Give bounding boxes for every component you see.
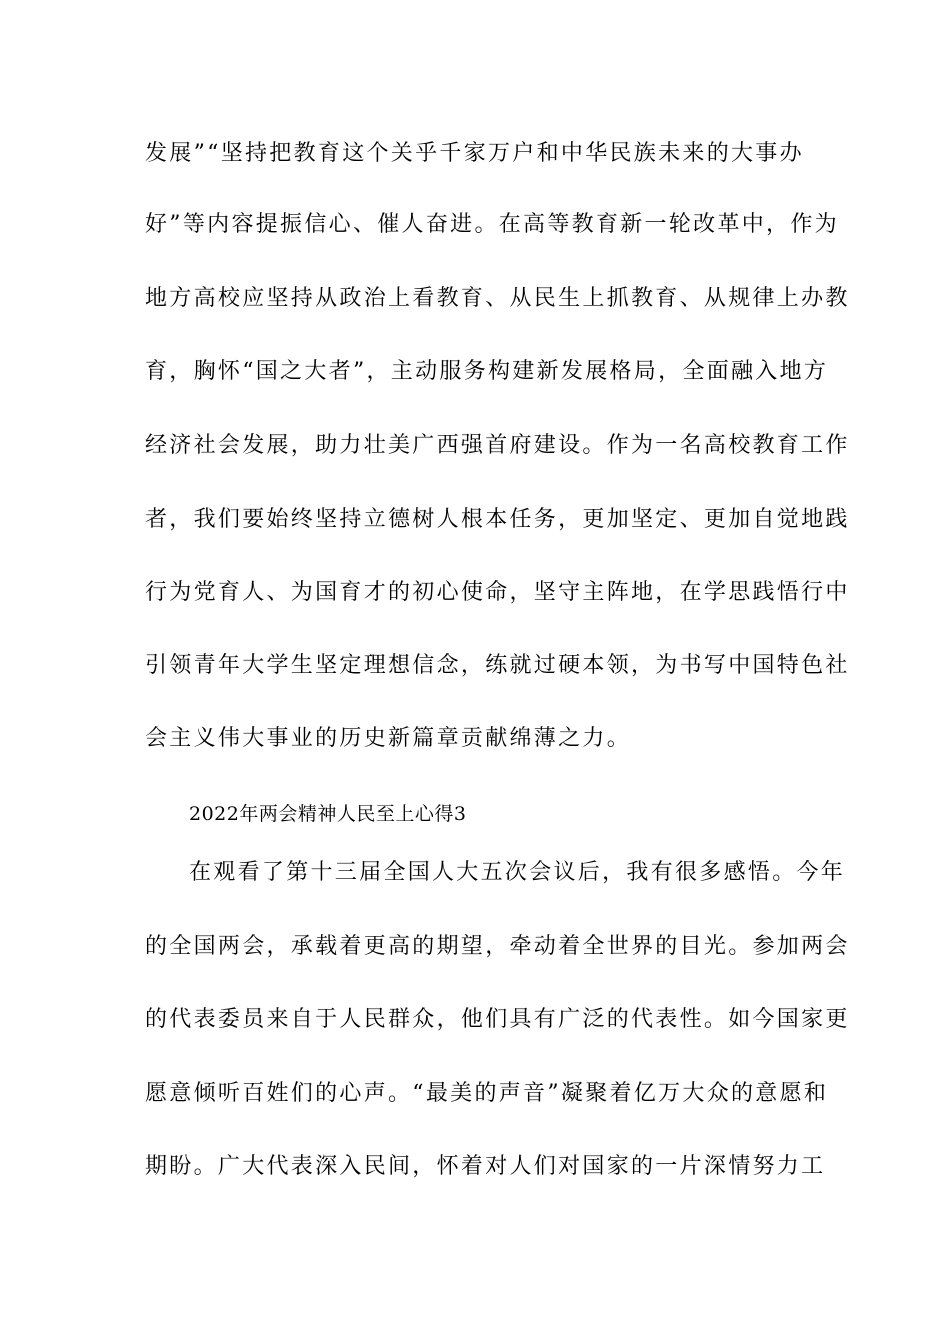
paragraph-line: 者，我们要始终坚持立德树人根本任务，更加坚定、更加自觉地践: [145, 507, 850, 532]
paragraph-line: 育，胸怀“国之大者”，主动服务构建新发展格局，全面融入地方: [145, 359, 829, 384]
paragraph-line: 经济社会发展，助力壮美广西强首府建设。作为一名高校教育工作: [145, 433, 850, 458]
paragraph-line: 的代表委员来自于人民群众，他们具有广泛的代表性。如今国家更: [145, 1007, 850, 1032]
paragraph-line: 好”等内容提振信心、催人奋进。在高等教育新一轮改革中，作为: [145, 212, 839, 237]
paragraph-line: 愿意倾听百姓们的心声。“最美的声音”凝聚着亿万大众的意愿和: [145, 1081, 829, 1106]
paragraph-line: 在观看了第十三届全国人大五次会议后，我有很多感悟。今年: [189, 860, 846, 885]
paragraph-line: 期盼。广大代表深入民间，怀着对人们对国家的一片深情努力工: [145, 1154, 826, 1179]
paragraph-line: 地方高校应坚持从政治上看教育、从民生上抓教育、从规律上办教: [145, 286, 850, 311]
paragraph-line: 引领青年大学生坚定理想信念，练就过硬本领，为书写中国特色社: [145, 653, 850, 678]
paragraph-line: 的全国两会，承载着更高的期望，牵动着全世界的目光。参加两会: [145, 934, 850, 959]
paragraph-line: 会主义伟大事业的历史新篇章贡献绵薄之力。: [145, 726, 632, 751]
paragraph-line: 发展”“坚持把教育这个关乎千家万户和中华民族未来的大事办: [145, 141, 804, 166]
section-heading: 2022年两会精神人民至上心得3: [189, 803, 467, 825]
paragraph-line: 行为党育人、为国育才的初心使命，坚守主阵地，在学思践悟行中: [145, 580, 850, 605]
